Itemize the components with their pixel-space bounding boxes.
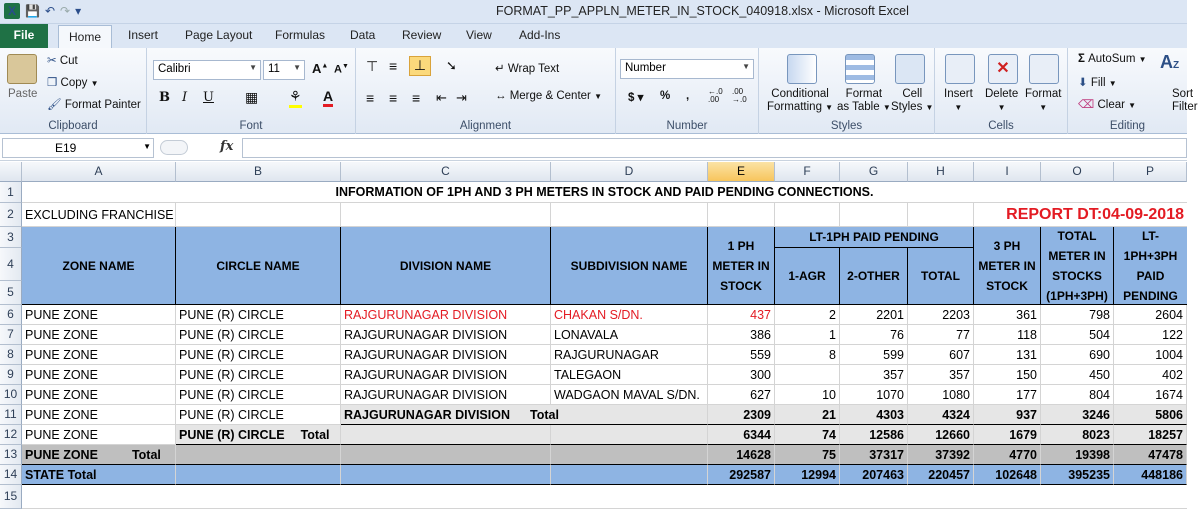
fill-button[interactable] [1078, 75, 1117, 89]
circle-total-1ph-stock[interactable]: 6344 [708, 425, 775, 445]
copy-button[interactable] [47, 75, 99, 89]
state-total-paid-pending[interactable]: 448186 [1114, 465, 1187, 485]
comma-icon[interactable]: , [686, 90, 690, 102]
row-header-15[interactable]: 15 [0, 485, 22, 509]
circle-total-3ph-stock[interactable]: 1679 [974, 425, 1041, 445]
table-cell-division[interactable]: RAJGURUNAGAR DIVISION [341, 325, 551, 345]
zone-total-total-stock[interactable]: 19398 [1041, 445, 1114, 465]
wrap-text-icon: ↵ [495, 63, 505, 75]
insert-button[interactable] [944, 88, 973, 114]
table-cell-3ph-stock[interactable]: 118 [974, 325, 1041, 345]
cell-styles-icon [895, 54, 925, 84]
table-cell-circle[interactable]: PUNE (R) CIRCLE [176, 345, 341, 365]
zone-total-label[interactable] [22, 445, 176, 465]
autosum-button[interactable] [1078, 53, 1147, 65]
table-cell-total-stock[interactable]: 450 [1041, 365, 1114, 385]
cancel-formula-icon[interactable] [160, 140, 188, 155]
merge-center-label: Merge & Center [509, 90, 591, 102]
table-cell-3ph-stock[interactable]: 131 [974, 345, 1041, 365]
table-cell-subdivision[interactable]: LONAVALA [551, 325, 708, 345]
table-cell-other[interactable]: 76 [840, 325, 908, 345]
row-header-3[interactable]: 3 [0, 227, 22, 248]
column-header-i[interactable]: I [974, 162, 1041, 182]
percent-icon[interactable]: % [660, 90, 671, 102]
table-cell-division[interactable]: RAJGURUNAGAR DIVISION [341, 345, 551, 365]
chevron-down-icon: ▼ [1138, 55, 1147, 64]
format-as-table-label2: as Table [837, 101, 880, 113]
sheet-title[interactable]: INFORMATION OF 1PH AND 3 PH METERS IN STOCK AND PAID PENDING CONNECTIONS. [22, 182, 1187, 203]
header-division-name[interactable]: DIVISION NAME [341, 227, 551, 305]
table-cell-agr[interactable] [775, 365, 840, 385]
table-cell-paid-pending[interactable]: 402 [1114, 365, 1187, 385]
table-cell-agr[interactable]: 2 [775, 305, 840, 325]
sort-filter-icon: AZ [1160, 52, 1180, 72]
chevron-down-icon: ▼ [954, 103, 963, 112]
zone-total-other[interactable]: 37317 [840, 445, 908, 465]
report-date-cell[interactable]: REPORT DT:04-09-2018 [974, 203, 1187, 227]
table-cell-paid-pending[interactable]: 1674 [1114, 385, 1187, 405]
borders-icon[interactable]: ▦ [245, 89, 259, 105]
excel-app-icon[interactable]: X [4, 3, 20, 19]
header-zone-name[interactable]: ZONE NAME [22, 227, 176, 305]
table-cell-other[interactable]: 357 [840, 365, 908, 385]
row-header-5[interactable]: 5 [0, 281, 22, 305]
chevron-down-icon: ▼ [594, 92, 603, 101]
row-header-11[interactable]: 11 [0, 405, 22, 425]
table-cell-circle[interactable]: PUNE (R) CIRCLE [176, 365, 341, 385]
quick-access-toolbar [4, 3, 81, 19]
zone-total-paid-pending[interactable]: 47478 [1114, 445, 1187, 465]
div-total-total[interactable]: 4324 [908, 405, 974, 425]
state-total-1ph-stock[interactable]: 292587 [708, 465, 775, 485]
bold-icon[interactable]: B [159, 90, 170, 105]
align-middle-icon[interactable]: ≡ [389, 58, 398, 74]
empty-cell[interactable] [551, 465, 708, 485]
table-cell-total[interactable]: 77 [908, 325, 974, 345]
empty-row[interactable] [22, 485, 1187, 509]
window-title: FORMAT_PP_APPLN_METER_IN_STOCK_040918.xlsx - Microsoft Excel [496, 4, 909, 18]
paintbrush-icon: 🖌 [47, 99, 62, 111]
chevron-down-icon: ▼ [997, 103, 1006, 112]
filter-label: Filter [1172, 101, 1198, 113]
tab-view[interactable]: View [466, 28, 492, 42]
table-cell-zone[interactable]: PUNE ZONE [22, 305, 176, 325]
empty-cell[interactable] [176, 445, 341, 465]
column-header-e[interactable]: E [708, 162, 775, 182]
paste-icon[interactable] [7, 54, 37, 84]
font-size-select[interactable] [263, 60, 305, 80]
redo-icon[interactable]: ↷ [60, 4, 71, 18]
empty-cell[interactable] [176, 465, 341, 485]
zone-total-agr[interactable]: 75 [775, 445, 840, 465]
table-cell-1ph-stock[interactable]: 559 [708, 345, 775, 365]
row-header-8[interactable]: 8 [0, 345, 22, 365]
column-header-h[interactable]: H [908, 162, 974, 182]
state-total-3ph-stock[interactable]: 102648 [974, 465, 1041, 485]
wrap-text-button[interactable] [495, 61, 559, 75]
table-cell-subdivision[interactable]: CHAKAN S/DN. [551, 305, 708, 325]
table-cell-paid-pending[interactable]: 1004 [1114, 345, 1187, 365]
table-cell-total-stock[interactable]: 804 [1041, 385, 1114, 405]
circle-total-paid-pending[interactable]: 18257 [1114, 425, 1187, 445]
column-header-g[interactable]: G [840, 162, 908, 182]
formula-input[interactable] [242, 138, 1187, 158]
align-left-icon[interactable]: ≡ [366, 90, 375, 106]
state-total-label[interactable]: STATE Total [22, 465, 176, 485]
format-as-table-icon [845, 54, 875, 84]
header-total[interactable]: TOTAL [908, 248, 974, 305]
insert-function-icon[interactable]: fx [220, 139, 234, 154]
font-group [147, 48, 356, 134]
delete-cells-icon: ✕ [988, 54, 1018, 84]
empty-cell[interactable] [708, 203, 775, 227]
circle-total-other[interactable]: 12586 [840, 425, 908, 445]
table-cell-total-stock[interactable]: 798 [1041, 305, 1114, 325]
table-cell-subdivision[interactable]: RAJGURUNAGAR [551, 345, 708, 365]
align-center-icon[interactable]: ≡ [389, 90, 398, 106]
empty-cell[interactable] [341, 425, 551, 445]
name-box-value: E19 [55, 141, 77, 155]
div-total-division: RAJGURUNAGAR DIVISION [344, 407, 510, 422]
div-total-total-stock[interactable]: 3246 [1041, 405, 1114, 425]
eraser-icon: ⌫ [1078, 99, 1095, 111]
circle-total-label[interactable] [176, 425, 341, 445]
empty-cell[interactable] [551, 425, 708, 445]
format-painter-label: Format Painter [64, 99, 141, 111]
conditional-formatting-icon [787, 54, 817, 84]
div-total-zone[interactable]: PUNE ZONE [22, 405, 176, 425]
styles-group [759, 48, 935, 134]
chevron-down-icon: ▼ [882, 103, 891, 112]
delete-label: Delete [985, 88, 1019, 100]
empty-cell[interactable] [176, 203, 341, 227]
increase-indent-icon[interactable]: ⇥ [456, 90, 467, 105]
tab-home[interactable]: Home [58, 25, 112, 49]
header-subdivision-name[interactable]: SUBDIVISION NAME [551, 227, 708, 305]
tab-insert[interactable]: Insert [128, 28, 159, 42]
chevron-down-icon: ▼ [925, 103, 934, 112]
table-cell-subdivision[interactable]: TALEGAON [551, 365, 708, 385]
empty-cell[interactable] [341, 445, 551, 465]
zone-total-total[interactable]: 37392 [908, 445, 974, 465]
table-cell-other[interactable]: 599 [840, 345, 908, 365]
align-top-icon[interactable]: ⊤ [366, 58, 379, 74]
column-header-f[interactable]: F [775, 162, 840, 182]
table-cell-1ph-stock[interactable]: 627 [708, 385, 775, 405]
table-cell-total[interactable]: 607 [908, 345, 974, 365]
format-button[interactable] [1025, 88, 1061, 114]
sort-filter-button[interactable] [1172, 88, 1198, 114]
select-all-corner[interactable] [0, 162, 22, 182]
number-group [616, 48, 759, 134]
table-cell-total[interactable]: 2203 [908, 305, 974, 325]
state-total-agr[interactable]: 12994 [775, 465, 840, 485]
clear-label: Clear [1097, 99, 1125, 111]
state-total-other[interactable]: 207463 [840, 465, 908, 485]
autosum-label: AutoSum [1088, 53, 1136, 65]
tab-add-ins[interactable]: Add-Ins [519, 28, 561, 42]
tab-file[interactable]: File [0, 24, 48, 48]
header-2-other[interactable]: 2-OTHER [840, 248, 908, 305]
paste-button[interactable]: Paste [8, 88, 38, 100]
align-right-icon[interactable]: ≡ [412, 90, 421, 106]
zone-total-3ph-stock[interactable]: 4770 [974, 445, 1041, 465]
div-total-1ph-stock[interactable]: 2309 [708, 405, 775, 425]
column-header-a[interactable]: A [22, 162, 176, 182]
row-header-9[interactable]: 9 [0, 365, 22, 385]
insert-cells-icon [945, 54, 975, 84]
excluding-franchise-cell[interactable]: EXCLUDING FRANCHISE [22, 203, 176, 227]
table-cell-zone[interactable]: PUNE ZONE [22, 385, 176, 405]
chevron-down-icon: ▼ [1039, 103, 1048, 112]
row-header-4[interactable]: 4 [0, 248, 22, 281]
clipboard-group-label: Clipboard [48, 120, 98, 132]
column-header-c[interactable]: C [341, 162, 551, 182]
table-cell-division[interactable]: RAJGURUNAGAR DIVISION [341, 365, 551, 385]
cell-styles-button[interactable] [891, 88, 933, 114]
ribbon [0, 48, 1198, 134]
chevron-down-icon: ▼ [143, 142, 151, 151]
chevron-down-icon: ▼ [1128, 101, 1137, 110]
row-header-2[interactable]: 2 [0, 203, 22, 227]
fill-label: Fill [1090, 77, 1106, 89]
div-total-paid-pending[interactable]: 5806 [1114, 405, 1187, 425]
format-as-table-button[interactable] [837, 88, 891, 114]
column-header-d[interactable]: D [551, 162, 708, 182]
format-label: Format [1025, 88, 1062, 100]
table-cell-zone[interactable]: PUNE ZONE [22, 325, 176, 345]
decrease-decimal-icon[interactable]: .00 →.0 [732, 87, 747, 104]
circle-total-agr[interactable]: 74 [775, 425, 840, 445]
chevron-down-icon: ▼ [1108, 79, 1117, 88]
sigma-icon: Σ [1078, 53, 1085, 65]
header-circle-name[interactable]: CIRCLE NAME [176, 227, 341, 305]
number-group-label: Number [666, 120, 708, 132]
merge-icon: ↔ [495, 90, 507, 102]
header-3ph-meter-stock[interactable]: 3 PH METER IN STOCK [974, 227, 1041, 305]
chevron-down-icon: ▼ [249, 63, 257, 72]
format-cells-icon [1029, 54, 1059, 84]
delete-button[interactable] [985, 88, 1018, 114]
table-cell-3ph-stock[interactable]: 150 [974, 365, 1041, 385]
header-1ph-meter-stock[interactable]: 1 PH METER IN STOCK [708, 227, 775, 305]
scissors-icon: ✂ [47, 55, 57, 67]
empty-cell[interactable] [908, 203, 974, 227]
row-header-14[interactable]: 14 [0, 465, 22, 485]
conditional-formatting-label2: Formatting [767, 101, 822, 113]
alignment-group [356, 48, 616, 134]
cells-group-label: Cells [988, 120, 1014, 132]
row-header-13[interactable]: 13 [0, 445, 22, 465]
save-icon[interactable]: 💾 [25, 4, 40, 18]
copy-label: Copy [60, 77, 88, 89]
copy-icon: ❐ [47, 77, 58, 89]
empty-cell[interactable] [840, 203, 908, 227]
chevron-down-icon: ▼ [825, 103, 834, 112]
font-group-label: Font [239, 120, 263, 132]
underline-icon[interactable]: U [203, 90, 214, 105]
table-cell-agr[interactable]: 1 [775, 325, 840, 345]
div-total-other[interactable]: 4303 [840, 405, 908, 425]
tab-data[interactable]: Data [350, 28, 376, 42]
cell-styles-label1: Cell [902, 88, 923, 100]
column-header-o[interactable]: O [1041, 162, 1114, 182]
div-total-label[interactable] [341, 405, 708, 425]
circle-total-zone[interactable]: PUNE ZONE [22, 425, 176, 445]
clear-button[interactable] [1078, 97, 1136, 111]
table-cell-3ph-stock[interactable]: 177 [974, 385, 1041, 405]
chevron-down-icon: ▼ [293, 63, 301, 72]
chevron-down-icon: ▼ [90, 79, 99, 88]
table-cell-division[interactable]: RAJGURUNAGAR DIVISION [341, 385, 551, 405]
state-total-total-stock[interactable]: 395235 [1041, 465, 1114, 485]
header-total-meter-stocks[interactable]: TOTAL METER IN STOCKS (1PH+3PH) [1041, 227, 1114, 305]
table-cell-total[interactable]: 1080 [908, 385, 974, 405]
clipboard-group [0, 48, 147, 134]
table-cell-1ph-stock[interactable]: 437 [708, 305, 775, 325]
empty-cell[interactable] [341, 203, 551, 227]
currency-icon[interactable]: $ ▾ [628, 92, 644, 104]
circle-total-total[interactable]: 12660 [908, 425, 974, 445]
styles-group-label: Styles [830, 120, 863, 132]
conditional-formatting-button[interactable] [767, 88, 833, 114]
zone-total-1ph-stock[interactable]: 14628 [708, 445, 775, 465]
row-header-1[interactable]: 1 [0, 182, 22, 203]
shrink-font-icon[interactable]: A▼ [334, 63, 349, 76]
table-cell-paid-pending[interactable]: 2604 [1114, 305, 1187, 325]
cell-styles-label2: Styles [891, 101, 923, 113]
name-box[interactable] [2, 138, 154, 158]
editing-group [1068, 48, 1198, 134]
alignment-group-label: Alignment [459, 120, 512, 132]
column-header-b[interactable]: B [176, 162, 341, 182]
table-cell-division[interactable]: RAJGURUNAGAR DIVISION [341, 305, 551, 325]
orientation-icon[interactable]: ➘ [446, 58, 457, 73]
table-cell-other[interactable]: 2201 [840, 305, 908, 325]
editing-group-label: Editing [1109, 120, 1146, 132]
table-cell-total-stock[interactable]: 690 [1041, 345, 1114, 365]
table-cell-zone[interactable]: PUNE ZONE [22, 345, 176, 365]
tab-review[interactable]: Review [402, 28, 442, 42]
row-header-7[interactable]: 7 [0, 325, 22, 345]
customize-qat-icon[interactable]: ▾ [75, 4, 82, 18]
tab-page-layout[interactable]: Page Layout [185, 28, 253, 42]
table-cell-circle[interactable]: PUNE (R) CIRCLE [176, 385, 341, 405]
cells-group [935, 48, 1068, 134]
font-size-value: 11 [268, 63, 280, 75]
zone-total-zone: PUNE ZONE [25, 447, 98, 462]
merge-center-button[interactable] [495, 90, 602, 102]
chevron-down-icon: ▼ [742, 62, 750, 71]
state-total-total[interactable]: 220457 [908, 465, 974, 485]
table-cell-other[interactable]: 1070 [840, 385, 908, 405]
font-name-select[interactable] [153, 60, 261, 80]
font-name-value: Calibri [158, 63, 191, 75]
cut-label: Cut [59, 55, 78, 67]
table-cell-agr[interactable]: 8 [775, 345, 840, 365]
circle-total-total-word: Total [300, 427, 330, 442]
div-total-agr[interactable]: 21 [775, 405, 840, 425]
format-painter-button[interactable] [47, 97, 141, 111]
row-header-6[interactable]: 6 [0, 305, 22, 325]
column-header-p[interactable]: P [1114, 162, 1187, 182]
cut-button[interactable] [47, 53, 78, 67]
div-total-3ph-stock[interactable]: 937 [974, 405, 1041, 425]
title-bar [0, 0, 1187, 24]
table-cell-circle[interactable]: PUNE (R) CIRCLE [176, 325, 341, 345]
wrap-text-label: Wrap Text [507, 63, 560, 75]
table-cell-1ph-stock[interactable]: 300 [708, 365, 775, 385]
table-cell-3ph-stock[interactable]: 361 [974, 305, 1041, 325]
font-color-icon[interactable]: A [323, 88, 333, 107]
header-1-agr[interactable]: 1-AGR [775, 248, 840, 305]
insert-label: Insert [944, 88, 973, 100]
div-total-circle[interactable]: PUNE (R) CIRCLE [176, 405, 341, 425]
number-format-value: Number [625, 62, 666, 74]
header-paid-pending[interactable]: LT-1PH+3PH PAID PENDING [1114, 227, 1187, 305]
empty-cell[interactable] [551, 203, 708, 227]
table-cell-total[interactable]: 357 [908, 365, 974, 385]
increase-decimal-icon[interactable]: ←.0 .00 [708, 87, 723, 104]
div-total-total-word: Total [530, 407, 559, 422]
row-header-10[interactable]: 10 [0, 385, 22, 405]
circle-total-circle: PUNE (R) CIRCLE [179, 427, 285, 442]
table-cell-zone[interactable]: PUNE ZONE [22, 365, 176, 385]
table-cell-paid-pending[interactable]: 122 [1114, 325, 1187, 345]
sort-label: Sort [1172, 88, 1194, 100]
ribbon-tabs [0, 24, 1187, 48]
table-cell-subdivision[interactable]: WADGAON MAVAL S/DN. [551, 385, 708, 405]
decrease-indent-icon[interactable]: ⇤ [436, 90, 447, 105]
undo-icon[interactable]: ↶ [44, 4, 56, 18]
table-cell-circle[interactable]: PUNE (R) CIRCLE [176, 305, 341, 325]
grow-font-icon[interactable]: A▲ [312, 61, 329, 76]
fill-color-icon[interactable]: ⚘ [289, 88, 302, 108]
conditional-formatting-label1: Conditional [771, 88, 829, 100]
italic-icon[interactable]: I [182, 90, 188, 105]
number-format-select[interactable] [620, 59, 754, 79]
table-cell-1ph-stock[interactable]: 386 [708, 325, 775, 345]
align-bottom-icon[interactable]: ⊥ [409, 56, 431, 76]
empty-cell[interactable] [551, 445, 708, 465]
zone-total-total-word: Total [131, 447, 161, 462]
row-header-12[interactable]: 12 [0, 425, 22, 445]
format-as-table-label1: Format [845, 88, 883, 100]
tab-formulas[interactable]: Formulas [275, 28, 326, 42]
empty-cell[interactable] [775, 203, 840, 227]
header-lt-1ph-paid-pending[interactable]: LT-1PH PAID PENDING [775, 227, 974, 248]
fill-down-icon: ⬇ [1078, 77, 1088, 89]
formula-bar [0, 135, 1187, 161]
table-cell-agr[interactable]: 10 [775, 385, 840, 405]
circle-total-total-stock[interactable]: 8023 [1041, 425, 1114, 445]
table-cell-total-stock[interactable]: 504 [1041, 325, 1114, 345]
empty-cell[interactable] [341, 465, 551, 485]
